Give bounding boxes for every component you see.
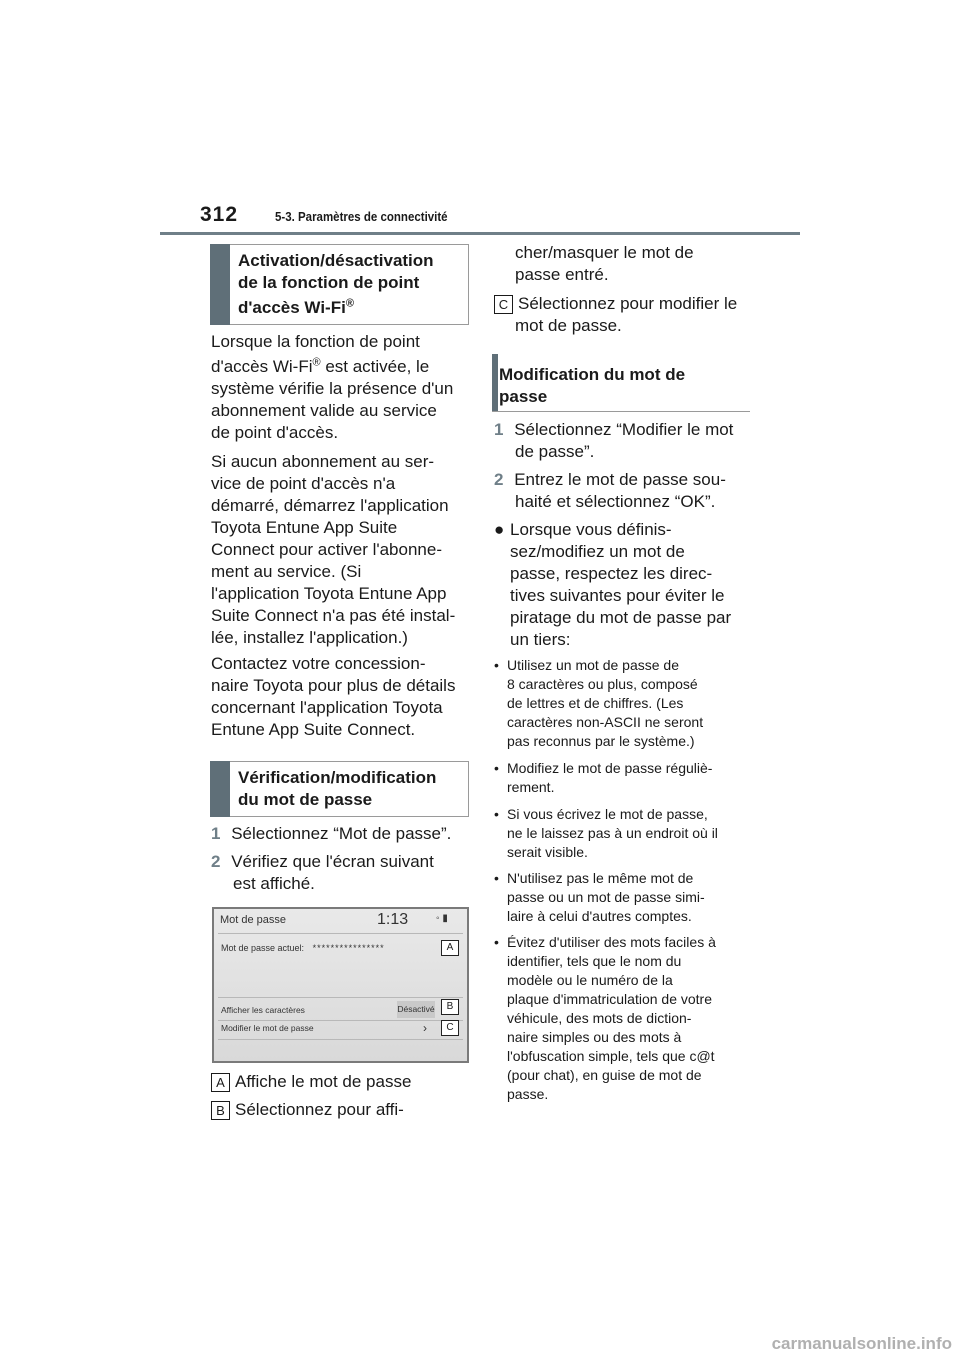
text-line: identifier, tels que le nom du: [507, 953, 682, 969]
legend-c: [494, 293, 764, 337]
screen-time: 1:13: [377, 911, 409, 928]
step-1-left: [211, 823, 476, 845]
bullet-icon: •: [494, 870, 499, 886]
text-line: lée, installez l'application.): [211, 628, 408, 647]
text-line: rement.: [507, 779, 555, 795]
heading-bar: [210, 244, 230, 325]
sub-bullet-text: [494, 805, 764, 862]
text-line: laire à celui d'autres comptes.: [507, 908, 692, 924]
callout-b: B: [441, 999, 459, 1015]
step-text: haité et sélectionnez “OK”.: [515, 492, 716, 511]
text-line: Toyota Entune App Suite: [211, 518, 398, 537]
password-screen-image: [212, 907, 469, 1063]
text-line: Connect pour activer l'abonne-: [211, 540, 442, 559]
text-line: Suite Connect n'a pas été instal-: [211, 606, 456, 625]
screen-divider: [218, 997, 463, 998]
text-line: ne le laissez pas à un endroit où il: [507, 825, 718, 841]
sub-bullet-text: [494, 759, 764, 797]
legend-b: [211, 1099, 476, 1121]
heading-line: passe: [499, 387, 548, 406]
paragraph-hotspot-intro: [211, 331, 471, 444]
text-line: Modifiez le mot de passe réguliè-: [507, 760, 713, 776]
text-line: tives suivantes pour éviter le: [510, 586, 725, 605]
bullet-icon: •: [494, 657, 499, 673]
step-number: 2: [211, 852, 221, 871]
step-number: 2: [494, 470, 504, 489]
text-line: démarré, démarrez l'application: [211, 496, 449, 515]
sub-bullet-3: [494, 805, 764, 862]
text-line: Lorsque vous définis-: [510, 520, 672, 539]
step-1-right: [494, 419, 764, 463]
text-line: serait visible.: [507, 844, 588, 860]
bullet-text: [494, 519, 764, 651]
bullet-icon: •: [494, 934, 499, 950]
watermark: carmanualsonline.info: [771, 1334, 952, 1353]
heading-line: [238, 297, 462, 319]
text-line: naire simples ou des mots à: [507, 1029, 682, 1045]
heading-bar: [492, 354, 498, 411]
text-line: ment au service. (Si: [211, 562, 362, 581]
text-line: véhicule, des mots de diction-: [507, 1010, 692, 1026]
sub-bullet-text: [494, 869, 764, 926]
heading-line: Modification du mot de: [499, 365, 686, 384]
heading-modify-password: [492, 354, 750, 412]
bullet-icon: •: [494, 760, 499, 776]
section-title: 5-3. Paramètres de connectivité: [275, 210, 448, 224]
registered-mark: ®: [345, 297, 354, 310]
paragraph-subscription: [211, 451, 471, 649]
text-line: (pour chat), en guise de mot de: [507, 1067, 702, 1083]
text-line: passe.: [507, 1086, 549, 1102]
sub-bullet-text: [494, 656, 764, 751]
current-password-label: Mot de passe actuel:: [221, 943, 305, 953]
modify-password-label: Modifier le mot de passe: [221, 1023, 314, 1033]
screen-inner: [214, 909, 467, 1061]
paragraph-contact-dealer: [211, 653, 471, 741]
step-number: 1: [211, 824, 221, 843]
text-line: Si aucun abonnement au ser-: [211, 452, 435, 471]
screen-current-row: [221, 943, 385, 953]
text-line: Contactez votre concession-: [211, 654, 426, 673]
current-password-value: ****************: [312, 943, 385, 953]
step-2-left: [211, 851, 476, 895]
text-line: Évitez d'utiliser des mots faciles à: [507, 934, 716, 950]
bullet-icon: •: [494, 806, 499, 822]
text-line: 8 caractères ou plus, composé: [507, 676, 698, 692]
text-span: d'accès Wi-Fi: [211, 357, 313, 376]
text-line: vice de point d'accès n'a: [211, 474, 396, 493]
text-line: de point d'accès.: [211, 423, 339, 442]
chevron-right-icon[interactable]: ›: [423, 1021, 427, 1035]
text-line: de lettres et de chiffres. (Les: [507, 695, 684, 711]
text-line: plaque d'immatriculation de votre: [507, 991, 713, 1007]
registered-mark: ®: [312, 356, 321, 369]
step-text: de passe”.: [515, 442, 595, 461]
heading-text: [499, 364, 746, 408]
legend-text: Affiche le mot de passe: [235, 1072, 412, 1091]
sub-bullet-2: [494, 759, 764, 797]
callout-c: C: [441, 1020, 459, 1036]
sub-bullet-1: [494, 656, 764, 751]
legend-label: B: [211, 1101, 230, 1120]
step-text: Entrez le mot de passe sou-: [514, 470, 726, 489]
heading-line: du mot de passe: [238, 790, 373, 809]
heading-bar: [210, 761, 230, 817]
legend-label: C: [494, 295, 513, 314]
heading-line: Activation/désactivation: [238, 251, 434, 270]
bullet-icon: ●: [494, 520, 505, 539]
heading-check-password: [210, 761, 469, 817]
sub-bullet-4: [494, 869, 764, 926]
step-2-right: [494, 469, 764, 513]
step-number: 1: [494, 420, 504, 439]
text-line: l'application Toyota Entune App: [211, 584, 447, 603]
text-line: N'utilisez pas le même mot de: [507, 870, 694, 886]
legend-text: mot de passe.: [515, 316, 622, 335]
text-line: système vérifie la présence d'un: [211, 379, 454, 398]
screen-divider: [218, 933, 463, 934]
text-line: passe, respectez les direc-: [510, 564, 713, 583]
heading-line: Vérification/modification: [238, 768, 437, 787]
text-line: l'obfuscation simple, tels que c@t: [507, 1048, 715, 1064]
heading-text: [238, 767, 462, 811]
header-rule: [160, 232, 800, 235]
sub-bullet-5: [494, 933, 764, 1104]
page-number: 312: [200, 203, 239, 226]
text-line: naire Toyota pour plus de détails: [211, 676, 456, 695]
callout-a: A: [441, 940, 459, 956]
show-characters-toggle[interactable]: Désactivé: [397, 1001, 435, 1018]
step-text: est affiché.: [233, 874, 315, 893]
text-line: caractères non-ASCII ne seront: [507, 714, 704, 730]
heading-wifi-hotspot: [210, 244, 469, 325]
text-line: sez/modifiez un mot de: [510, 542, 685, 561]
legend-text: Sélectionnez pour affi-: [235, 1100, 404, 1119]
step-text: Vérifiez que l'écran suivant: [231, 852, 434, 871]
screen-divider: [218, 1039, 463, 1040]
legend-text: Sélectionnez pour modifier le: [518, 294, 738, 313]
text-line: [211, 356, 471, 378]
signal-icon: ◦ ▮: [436, 913, 448, 924]
step-text: Sélectionnez “Mot de passe”.: [231, 824, 452, 843]
text-line: modèle ou le numéro de la: [507, 972, 673, 988]
text-line: abonnement valide au service: [211, 401, 437, 420]
legend-label: A: [211, 1073, 230, 1092]
legend-a: [211, 1071, 476, 1093]
text-line: Lorsque la fonction de point: [211, 332, 420, 351]
heading-line: de la fonction de point: [238, 273, 420, 292]
text-line: passe entré.: [515, 265, 609, 284]
text-line: un tiers:: [510, 630, 571, 649]
text-line: piratage du mot de passe par: [510, 608, 732, 627]
text-line: concernant l'application Toyota: [211, 698, 443, 717]
sub-bullet-text: [494, 933, 764, 1104]
show-characters-label: Afficher les caractères: [221, 1005, 305, 1015]
text-span: est activée, le: [320, 357, 430, 376]
step-text: Sélectionnez “Modifier le mot: [514, 420, 734, 439]
heading-line-text: d'accès Wi-Fi: [238, 298, 346, 317]
heading-text: [238, 250, 462, 319]
screen-title: Mot de passe: [220, 914, 287, 926]
bullet-password-guidelines: [494, 519, 764, 651]
text-line: Entune App Suite Connect.: [211, 720, 416, 739]
text-line: Si vous écrivez le mot de passe,: [507, 806, 708, 822]
text-line: cher/masquer le mot de: [515, 243, 694, 262]
text-line: pas reconnus par le système.): [507, 733, 695, 749]
text-line: Utilisez un mot de passe de: [507, 657, 679, 673]
text-line: passe ou un mot de passe simi-: [507, 889, 705, 905]
legend-b-continued: [515, 242, 765, 286]
